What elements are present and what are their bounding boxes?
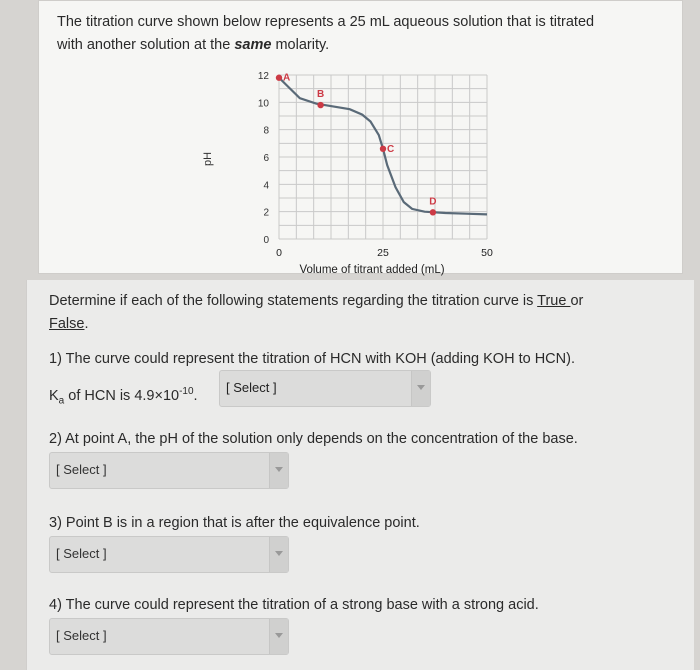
question-3-select[interactable] [49,536,289,573]
point-label-b: B [316,89,325,101]
intro-line-2 [57,34,657,57]
intro-line-1: The titration curve shown below represents a 25 mL aqueous solution that is titrated [57,14,595,30]
ka-value-text: of HCN is 4.9 [64,387,155,404]
instructions-text: Determine if each of the following statements regarding the titration curve is [49,293,538,309]
point-label-d: D [429,196,437,208]
times-sign: × [154,387,163,404]
chevron-down-icon [269,537,288,572]
ka-k: K [49,387,59,404]
chevron-down-icon [269,453,288,488]
question-3-select-label: [ Select ] [56,546,107,561]
chart-ticks [258,71,493,259]
true-word: True [537,293,571,309]
intro-text [57,11,657,57]
instructions-period: . [84,316,89,332]
y-tick-label: 0 [263,235,269,246]
titration-chart [189,67,493,277]
point-label-c: C [387,143,395,155]
ka-exponent: -10 [179,386,194,397]
question-2-select-label: [ Select ] [56,462,107,477]
x-tick-label: 50 [481,247,493,259]
point-d [430,209,436,215]
instructions [49,290,649,336]
question-2-select[interactable] [49,452,289,489]
y-tick-label: 2 [263,207,269,219]
or-word: or [570,293,584,309]
y-tick-label: 12 [257,71,269,82]
y-axis-label: pH [202,151,214,167]
x-axis-label: Volume of titrant added (mL) [299,264,445,276]
point-b [317,102,323,108]
intro-emphasis: same [234,37,272,53]
y-tick-label: 10 [257,98,269,110]
intro-line-2-b: molarity. [271,37,330,53]
question-4-text: 4) The curve could represent the titration of a strong base with a strong acid. [49,597,539,613]
ka-period: . [193,387,198,404]
x-tick-label: 25 [377,247,389,259]
ka-subscript: a [58,395,65,407]
point-c [380,146,386,152]
question-1-text: 1) The curve could represent the titration of HCN with KOH (adding KOH to HCN). [49,351,575,367]
y-tick-label: 4 [263,180,269,192]
question-1-ka [49,380,198,413]
point-label-a: A [283,72,291,84]
chart-points [276,73,437,216]
question-1-select[interactable] [219,370,431,407]
x-tick-label: 0 [276,247,282,259]
y-tick-label: 8 [263,125,269,137]
question-1-select-label: [ Select ] [226,380,277,395]
questions-panel [26,280,694,670]
question-card [38,0,683,274]
question-3-text: 3) Point B is in a region that is after the equivalence point. [49,515,420,531]
y-tick-label: 6 [263,153,269,164]
question-4-select[interactable] [49,618,289,655]
chevron-down-icon [269,619,288,654]
question-4-select-label: [ Select ] [56,628,107,643]
false-word: False [49,316,85,332]
point-a [276,75,282,81]
question-2-text: 2) At point A, the pH of the solution only depends on the concentration of the base. [49,431,578,447]
ka-base: 10 [162,387,180,404]
intro-line-2-a: with another solution at the [57,37,235,53]
chevron-down-icon [411,371,430,406]
